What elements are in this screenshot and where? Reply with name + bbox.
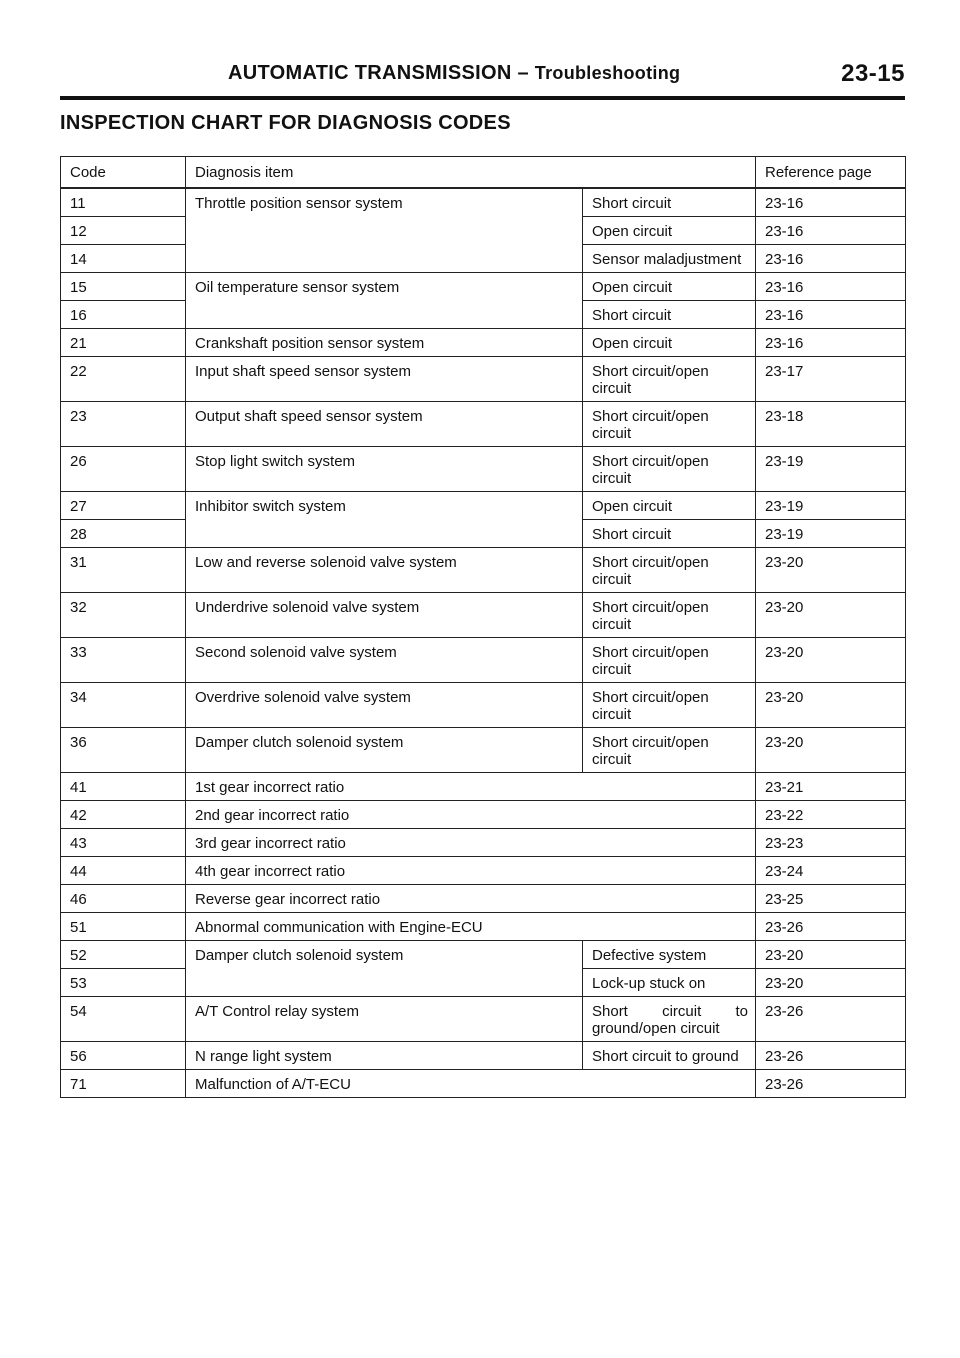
code-cell: 43 [61, 829, 186, 857]
table-row [61, 857, 906, 885]
page-number: 23-15 [841, 60, 905, 87]
table-row [61, 728, 906, 773]
table-row [61, 829, 906, 857]
table-row [61, 593, 906, 638]
chart-title: INSPECTION CHART FOR DIAGNOSIS CODES [60, 112, 511, 134]
header-diagnosis-item: Diagnosis item [186, 157, 756, 189]
code-cell: 54 [61, 997, 186, 1042]
reference-cell: 23-23 [756, 829, 906, 857]
reference-cell: 23-20 [756, 548, 906, 593]
reference-cell: 23-26 [756, 913, 906, 941]
table-row [61, 773, 906, 801]
table-header-row [61, 157, 906, 189]
detail-cell: Short circuit/open circuit [583, 593, 756, 638]
header-subsection: Troubleshooting [534, 63, 681, 83]
table-row [61, 1042, 906, 1070]
code-cell: 12 [61, 217, 186, 245]
reference-cell: 23-20 [756, 683, 906, 728]
header-section: AUTOMATIC TRANSMISSION [228, 62, 512, 84]
header-code: Code [61, 157, 186, 189]
code-cell: 53 [61, 969, 186, 997]
reference-cell: 23-26 [756, 997, 906, 1042]
diagnosis-item-cell: Output shaft speed sensor system [186, 402, 583, 447]
diagnosis-item-cell: 1st gear incorrect ratio [186, 773, 756, 801]
detail-cell: Short circuit [583, 188, 756, 217]
table-row [61, 801, 906, 829]
detail-cell: Short circuit/open circuit [583, 447, 756, 492]
reference-cell: 23-26 [756, 1070, 906, 1098]
table-row [61, 683, 906, 728]
detail-cell: Short circuit/open circuit [583, 357, 756, 402]
detail-cell: Sensor maladjustment [583, 245, 756, 273]
code-cell: 14 [61, 245, 186, 273]
diagnosis-item-cell: 2nd gear incorrect ratio [186, 801, 756, 829]
reference-cell: 23-19 [756, 447, 906, 492]
code-cell: 31 [61, 548, 186, 593]
code-cell: 21 [61, 329, 186, 357]
reference-cell: 23-16 [756, 301, 906, 329]
detail-cell: Short circuit/open circuit [583, 638, 756, 683]
reference-cell: 23-20 [756, 941, 906, 969]
reference-cell: 23-18 [756, 402, 906, 447]
code-cell: 27 [61, 492, 186, 520]
code-cell: 11 [61, 188, 186, 217]
code-cell: 32 [61, 593, 186, 638]
diagnosis-item-cell: Oil temperature sensor system [186, 273, 583, 329]
table-row [61, 402, 906, 447]
code-cell: 22 [61, 357, 186, 402]
code-cell: 34 [61, 683, 186, 728]
detail-line-1 [592, 1003, 748, 1020]
detail-cell: Short circuit/open circuit [583, 402, 756, 447]
table-row [61, 941, 906, 969]
reference-cell: 23-16 [756, 273, 906, 301]
diagnosis-code-table [60, 156, 906, 1098]
code-cell: 44 [61, 857, 186, 885]
diagnosis-item-cell: Abnormal communication with Engine-ECU [186, 913, 756, 941]
detail-cell: Short circuit to ground [583, 1042, 756, 1070]
code-cell: 15 [61, 273, 186, 301]
diagnosis-item-cell: Inhibitor switch system [186, 492, 583, 548]
diagnosis-item-cell: Low and reverse solenoid valve system [186, 548, 583, 593]
diagnosis-item-cell: Reverse gear incorrect ratio [186, 885, 756, 913]
reference-cell: 23-20 [756, 728, 906, 773]
reference-cell: 23-16 [756, 188, 906, 217]
table-row [61, 885, 906, 913]
detail-cell: Open circuit [583, 217, 756, 245]
table-row [61, 357, 906, 402]
reference-cell: 23-24 [756, 857, 906, 885]
detail-cell: Short circuit/open circuit [583, 683, 756, 728]
detail-word: circuit [662, 1003, 702, 1020]
table-row [61, 913, 906, 941]
diagnosis-item-cell: Damper clutch solenoid system [186, 728, 583, 773]
code-cell: 33 [61, 638, 186, 683]
diagnosis-item-cell: Malfunction of A/T-ECU [186, 1070, 756, 1098]
diagnosis-item-cell: A/T Control relay system [186, 997, 583, 1042]
detail-line-2: ground/open circuit [592, 1020, 720, 1037]
diagnosis-item-cell: N range light system [186, 1042, 583, 1070]
code-cell: 41 [61, 773, 186, 801]
diagnosis-item-cell: Underdrive solenoid valve system [186, 593, 583, 638]
page-header [60, 60, 905, 100]
table-row [61, 492, 906, 520]
diagnosis-item-cell: Stop light switch system [186, 447, 583, 492]
diagnosis-item-cell: 4th gear incorrect ratio [186, 857, 756, 885]
code-cell: 52 [61, 941, 186, 969]
code-cell: 23 [61, 402, 186, 447]
table-row [61, 273, 906, 301]
detail-cell: Lock-up stuck on [583, 969, 756, 997]
code-cell: 26 [61, 447, 186, 492]
reference-cell: 23-22 [756, 801, 906, 829]
table-row [61, 329, 906, 357]
table-row [61, 447, 906, 492]
reference-cell: 23-26 [756, 1042, 906, 1070]
detail-cell: Short circuit/open circuit [583, 548, 756, 593]
reference-cell: 23-16 [756, 329, 906, 357]
table-row [61, 997, 906, 1042]
detail-cell [583, 997, 756, 1042]
table-row [61, 638, 906, 683]
detail-cell: Short circuit [583, 301, 756, 329]
detail-cell: Short circuit [583, 520, 756, 548]
code-cell: 28 [61, 520, 186, 548]
reference-cell: 23-20 [756, 969, 906, 997]
diagnosis-item-cell: Overdrive solenoid valve system [186, 683, 583, 728]
reference-cell: 23-21 [756, 773, 906, 801]
diagnosis-item-cell: Crankshaft position sensor system [186, 329, 583, 357]
diagnosis-item-cell: Input shaft speed sensor system [186, 357, 583, 402]
code-cell: 56 [61, 1042, 186, 1070]
diagnosis-item-cell: Second solenoid valve system [186, 638, 583, 683]
detail-word: to [735, 1003, 748, 1020]
header-separator: – [517, 62, 529, 84]
table-row [61, 548, 906, 593]
detail-cell: Open circuit [583, 492, 756, 520]
reference-cell: 23-20 [756, 593, 906, 638]
reference-cell: 23-16 [756, 245, 906, 273]
detail-word: Short [592, 1003, 628, 1020]
reference-cell: 23-19 [756, 520, 906, 548]
reference-cell: 23-25 [756, 885, 906, 913]
detail-cell: Open circuit [583, 273, 756, 301]
reference-cell: 23-20 [756, 638, 906, 683]
header-reference-page: Reference page [756, 157, 906, 189]
diagnosis-item-cell: 3rd gear incorrect ratio [186, 829, 756, 857]
detail-cell: Short circuit/open circuit [583, 728, 756, 773]
code-cell: 36 [61, 728, 186, 773]
code-cell: 46 [61, 885, 186, 913]
diagnosis-item-cell: Throttle position sensor system [186, 188, 583, 273]
diagnosis-item-cell: Damper clutch solenoid system [186, 941, 583, 997]
reference-cell: 23-19 [756, 492, 906, 520]
detail-cell: Open circuit [583, 329, 756, 357]
table-row [61, 188, 906, 217]
code-cell: 16 [61, 301, 186, 329]
reference-cell: 23-17 [756, 357, 906, 402]
detail-cell: Defective system [583, 941, 756, 969]
code-cell: 71 [61, 1070, 186, 1098]
header-title [228, 62, 680, 85]
table-row [61, 1070, 906, 1098]
reference-cell: 23-16 [756, 217, 906, 245]
code-cell: 51 [61, 913, 186, 941]
code-cell: 42 [61, 801, 186, 829]
